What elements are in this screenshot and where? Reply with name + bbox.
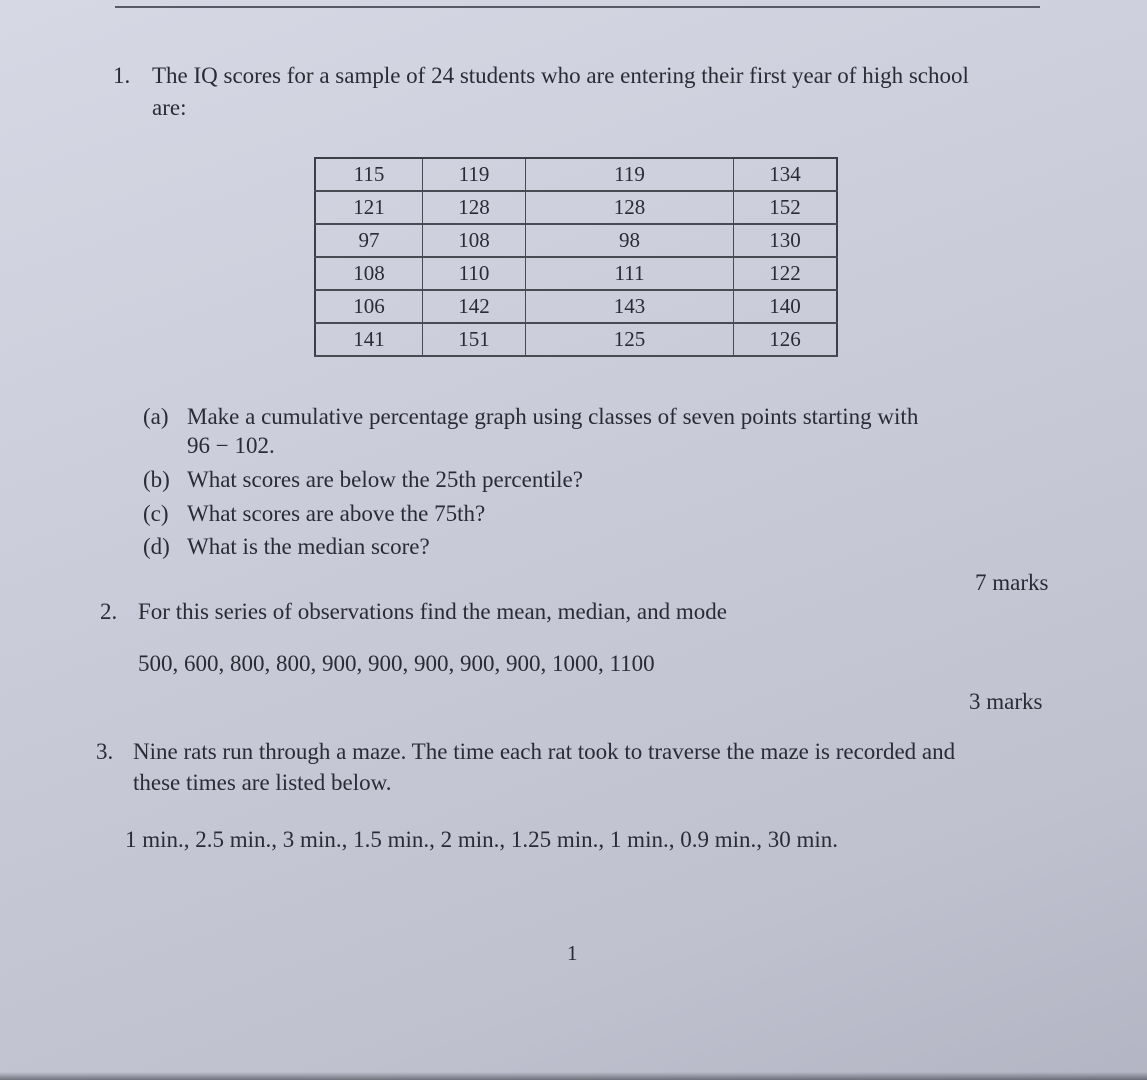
table-cell: 152 [734,191,838,224]
q1d-label: (d) [143,534,170,559]
q3-number: 3. [96,739,114,764]
q1a-label: (a) [143,404,169,429]
table-row [315,224,837,257]
table-cell: 119 [423,158,526,191]
table-cell: 126 [734,323,838,356]
top-rule [115,6,1040,8]
table-cell: 141 [315,323,423,356]
table-cell: 108 [423,224,526,257]
table-row [315,257,837,290]
table-cell: 97 [315,224,423,257]
q1c-text: What scores are above the 75th? [187,501,486,526]
table-cell: 122 [734,257,838,290]
table-cell: 151 [423,323,526,356]
table-cell: 143 [526,290,734,323]
table-cell: 110 [423,257,526,290]
q3-times: 1 min., 2.5 min., 3 min., 1.5 min., 2 min., 1.25 min., 1 min., 0.9 min., 30 min. [125,827,839,852]
q1b-label: (b) [143,467,170,492]
q1-marks: 7 marks [975,570,1049,595]
table-cell: 119 [526,158,734,191]
q1a-text-line1: Make a cumulative percentage graph using classes of seven points starting with [187,404,919,429]
table-cell: 115 [315,158,423,191]
table-row [315,323,837,356]
table-cell: 128 [423,191,526,224]
q2-series: 500, 600, 800, 800, 900, 900, 900, 900, 900, 1000, 1100 [138,651,655,676]
q3-text-line2: these times are listed below. [133,770,392,795]
q1-text-line2: are: [152,95,187,120]
q1-number: 1. [113,63,131,88]
q1b-text: What scores are below the 25th percentile? [187,467,583,492]
q1d-text: What is the median score? [187,534,430,559]
table-cell: 125 [526,323,734,356]
table-cell: 106 [315,290,423,323]
page-number: 1 [567,941,578,965]
table-row [315,290,837,323]
table-cell: 130 [734,224,838,257]
table-cell: 128 [526,191,734,224]
iq-scores-table [314,157,838,357]
table-cell: 121 [315,191,423,224]
page-edge-shadow [0,1072,1147,1080]
table-cell: 140 [734,290,838,323]
table-cell: 108 [315,257,423,290]
q1c-label: (c) [143,501,169,526]
table-cell: 142 [423,290,526,323]
q1-text-line1: The IQ scores for a sample of 24 students who are entering their first year of high school [152,63,969,88]
table-cell: 98 [526,224,734,257]
q2-number: 2. [100,599,118,624]
table-row [315,191,837,224]
table-cell: 111 [526,257,734,290]
q2-text: For this series of observations find the mean, median, and mode [138,599,727,624]
q1a-text-line2: 96 − 102. [187,433,275,458]
q2-marks: 3 marks [969,689,1043,714]
table-cell: 134 [734,158,838,191]
table-row [315,158,837,191]
q3-text-line1: Nine rats run through a maze. The time each rat took to traverse the maze is recorded and [133,739,956,764]
